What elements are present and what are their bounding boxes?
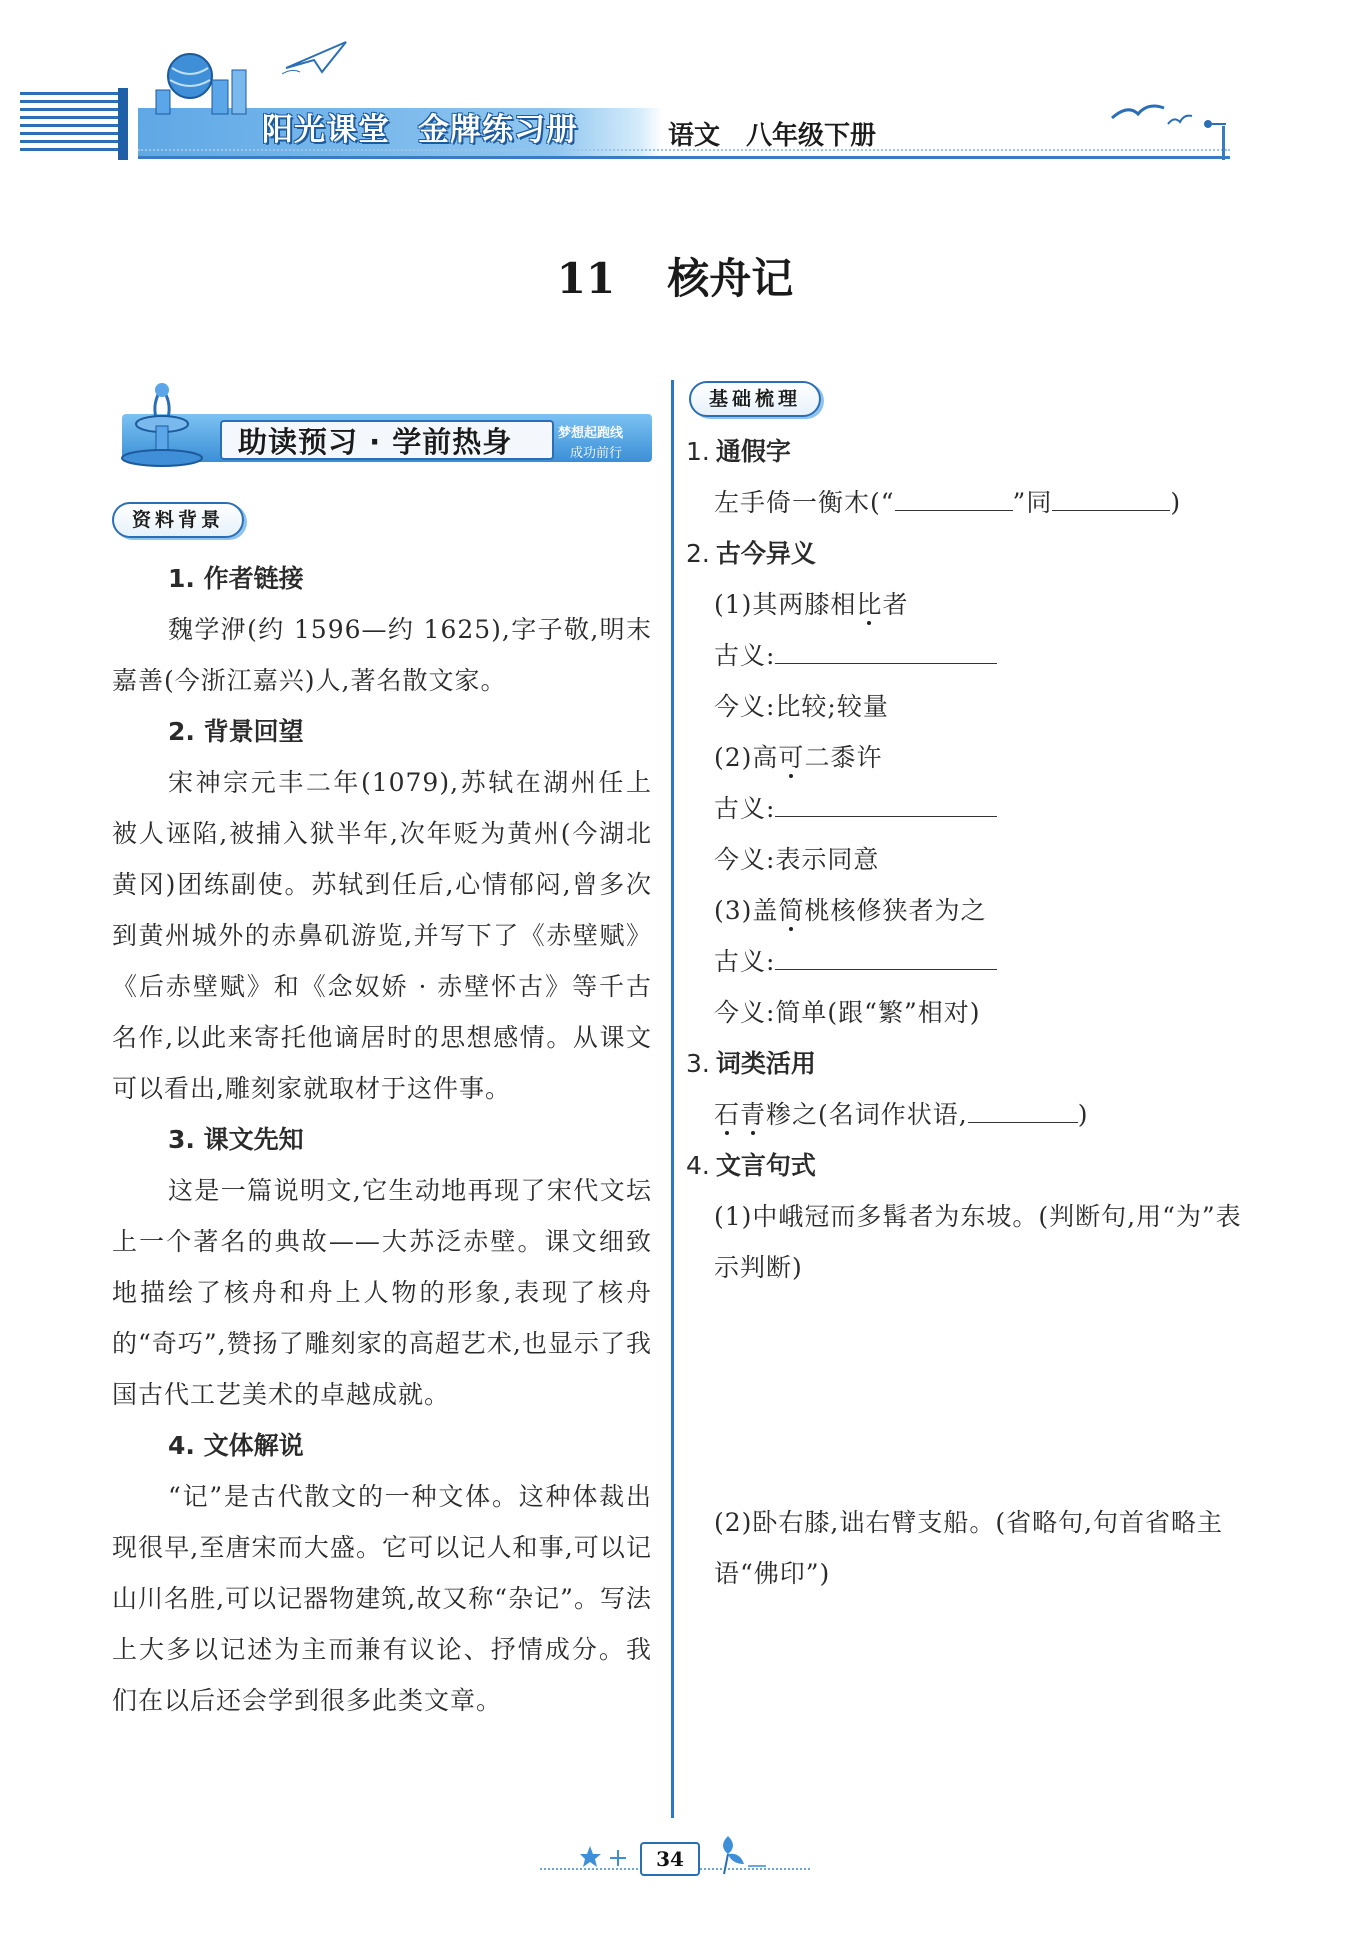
fountain-icon xyxy=(112,378,212,470)
gujin-jin-3: 今义:简单(跟“繁”相对) xyxy=(714,998,981,1027)
header-bar xyxy=(118,88,128,160)
gujin-jin-1: 今义:比较;较量 xyxy=(714,692,889,721)
section-heading-tongjiazi: 1. 通假字 xyxy=(686,437,791,466)
item-paragraph: 魏学洢(约 1596—约 1625),字子敬,明末嘉善(今浙江嘉兴)人,著名散文家。 xyxy=(112,615,652,695)
answer-blank[interactable] xyxy=(968,1092,1078,1123)
grade-label: 八年级下册 xyxy=(746,121,877,151)
birds-icon xyxy=(1108,96,1228,136)
page-footer xyxy=(540,1828,810,1884)
gujin-question-2: (2)高可二黍许 xyxy=(714,743,883,772)
tongjiazi-question: 左手倚一衡木(“ ”同 ) xyxy=(686,477,1246,528)
item-heading: 1. 作者链接 xyxy=(168,564,304,593)
section-heading-cileihuoyong: 3. 词类活用 xyxy=(686,1049,816,1078)
item-paragraph: 这是一篇说明文,它生动地再现了宋代文坛上一个著名的典故——大苏泛赤壁。课文细致地描绘了核舟和舟上人物的形象,表现了核舟的“奇巧”,赞扬了雕刻家的高超艺术,也显示了我国古代工艺美术的卓越成就。 xyxy=(112,1176,652,1409)
answer-blank[interactable] xyxy=(895,480,1013,511)
gujin-question-1: (1)其两膝相比者 xyxy=(714,590,909,619)
banner-title: 助读预习 · 学前热身 xyxy=(238,425,513,459)
section-heading-wenyanjushi: 4. 文言句式 xyxy=(686,1151,816,1180)
paper-plane-icon xyxy=(282,38,352,78)
lesson-title xyxy=(0,246,1350,306)
banner-slogan-1: 梦想起跑线 xyxy=(558,426,624,441)
item-paragraph: “记”是古代散文的一种文体。这种体裁出现很早,至唐宋而大盛。它可以记人和事,可以记山川名胜,可以记器物建筑,故又称“杂记”。写法上大多以记述为主而兼有议论、抒情成分。我们在以后还会学到很多此类文章。 xyxy=(112,1482,652,1715)
globe-icon xyxy=(150,50,260,120)
answer-blank[interactable] xyxy=(775,786,997,817)
answer-blank[interactable] xyxy=(1052,480,1170,511)
header-stripes xyxy=(20,92,124,158)
page-header xyxy=(0,0,1350,175)
brand-part2: 金牌练习册 xyxy=(418,112,578,148)
jushi-question-1: (1)中峨冠而多髯者为东坡。(判断句,用“为”表示判断) xyxy=(714,1202,1242,1282)
brand-part1: 阳光课堂 xyxy=(262,112,390,148)
item-heading: 4. 文体解说 xyxy=(168,1431,304,1460)
basics-review xyxy=(686,426,1246,1599)
pinwheel-icon xyxy=(708,1832,768,1876)
section-heading-gujinyiyi: 2. 古今异义 xyxy=(686,539,816,568)
subject-label: 语文 xyxy=(668,121,721,151)
gujin-jin-2: 今义:表示同意 xyxy=(714,845,880,874)
section-banner xyxy=(112,378,652,470)
tag-jichu-shuli: 基础梳理 xyxy=(689,381,821,417)
column-divider xyxy=(671,380,674,1818)
brand-logo xyxy=(262,104,606,149)
banner-slogan-2: 成功前行 xyxy=(570,446,623,461)
gujin-gu-1: 古义: xyxy=(686,630,1246,681)
answer-blank[interactable] xyxy=(775,633,997,664)
answer-blank[interactable] xyxy=(775,939,997,970)
gujin-gu-3: 古义: xyxy=(686,936,1246,987)
jushi-question-2: (2)卧右膝,诎右臂支船。(省略句,句首省略主语“佛印”) xyxy=(714,1508,1224,1588)
item-heading: 2. 背景回望 xyxy=(168,717,304,746)
gujin-question-3: (3)盖简桃核修狭者为之 xyxy=(714,896,987,925)
gujin-gu-2: 古义: xyxy=(686,783,1246,834)
background-material xyxy=(112,553,652,1726)
tag-ziliao-beijing: 资料背景 xyxy=(112,502,244,538)
lesson-number: 11 xyxy=(556,254,616,303)
item-heading: 3. 课文先知 xyxy=(168,1125,304,1154)
cilei-question: 石青糁之(名词作状语, ) xyxy=(686,1089,1246,1140)
lesson-name: 核舟记 xyxy=(667,254,794,303)
subject-info xyxy=(668,115,902,152)
page-number: 34 xyxy=(640,1842,700,1876)
star-icon xyxy=(580,1842,630,1872)
answer-space-1[interactable] xyxy=(686,1293,1246,1497)
item-paragraph: 宋神宗元丰二年(1079),苏轼在湖州任上被人诬陷,被捕入狱半年,次年贬为黄州(今湖北黄冈)团练副使。苏轼到任后,心情郁闷,曾多次到黄州城外的赤鼻矶游览,并写下了《赤壁赋》《后赤壁赋》和《念奴娇 · 赤壁怀古》等千古名作,以此来寄托他谪居时的思想感情。从课文可以看出,雕刻家就取材于这件事。 xyxy=(112,768,652,1103)
